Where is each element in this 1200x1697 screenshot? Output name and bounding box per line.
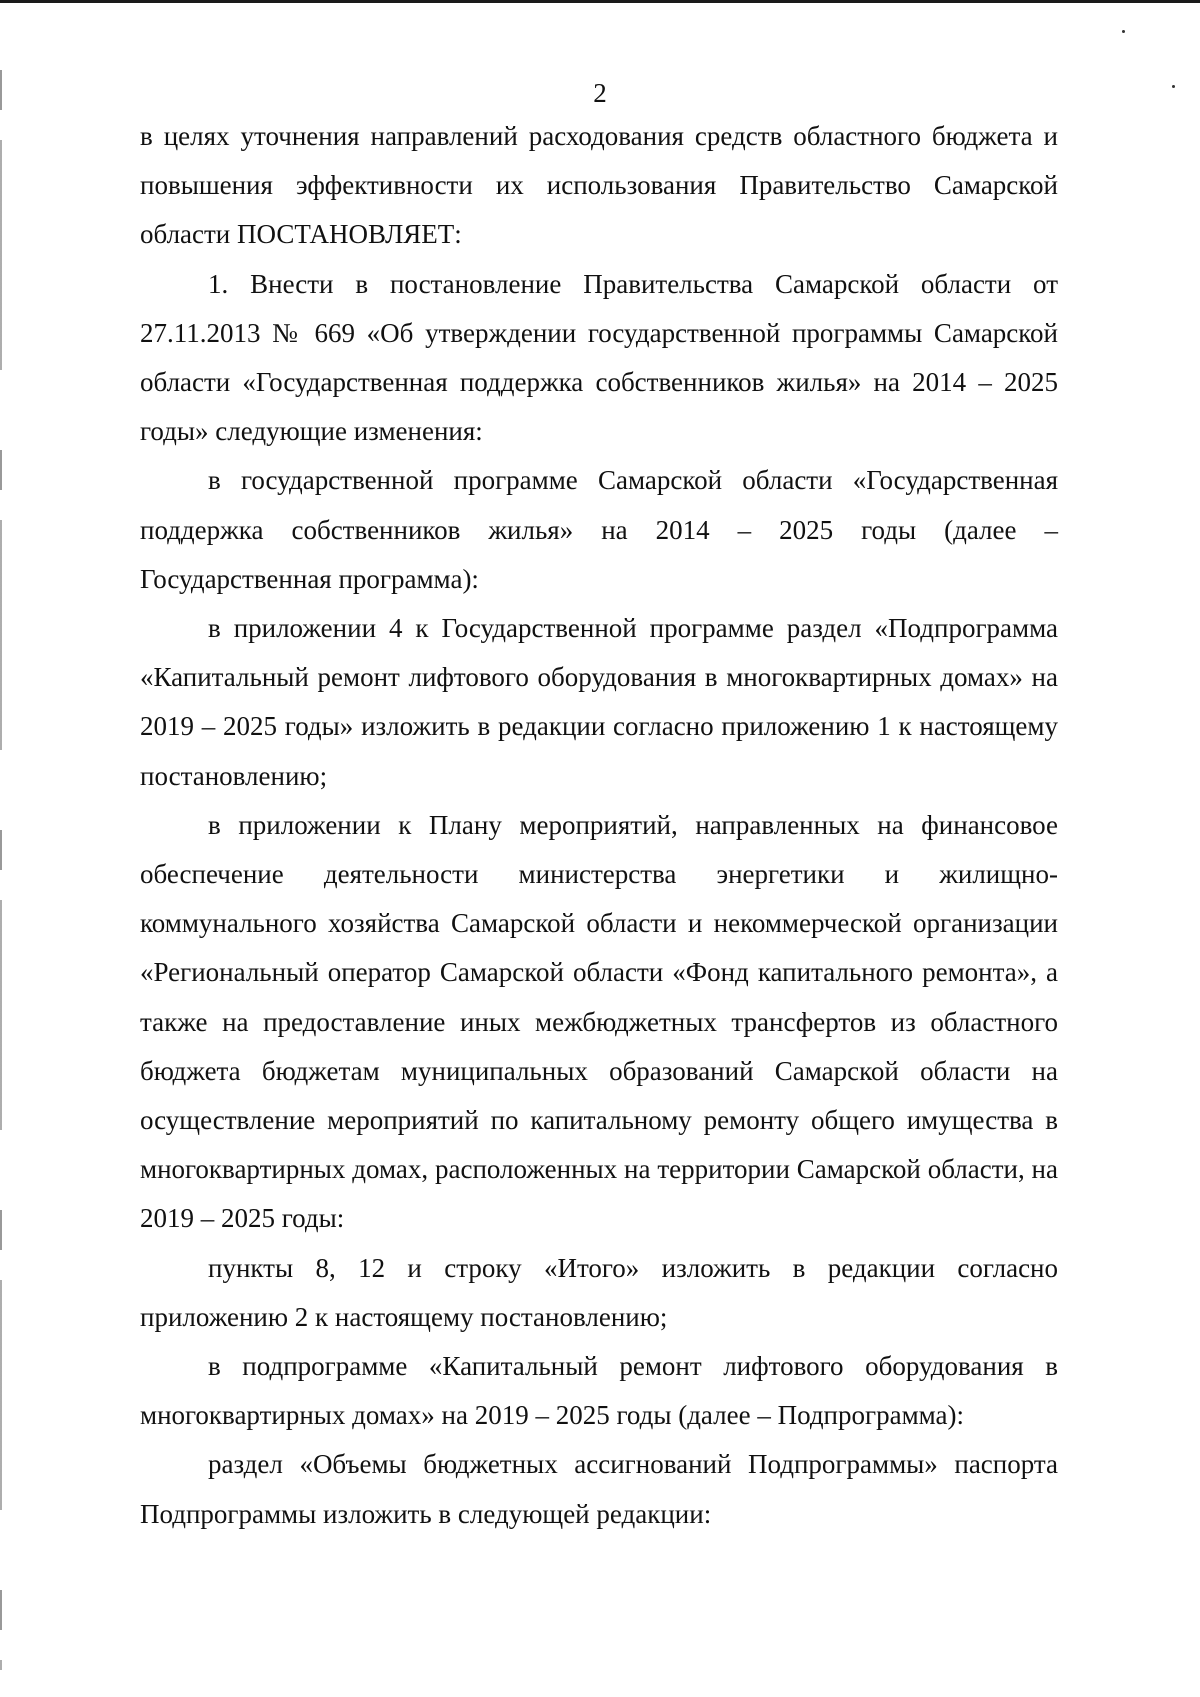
paragraph-clause-1: 1. Внести в постановление Правительства Самарской области от 27.11.2013 № 669 «Об утверждении государственной программы Самарской области «Государственная поддержка собственников жилья» на 2014 – 2025 годы» следующие изменения: xyxy=(140,268,1058,447)
paragraph-preamble: в целях уточнения направлений расходования средств областного бюджета и повышения эффективности их использования Правительство Самарской области ПОСТАНОВЛЯЕТ: xyxy=(140,121,1058,250)
scan-top-edge xyxy=(0,0,1200,3)
scan-left-edge xyxy=(0,70,2,1670)
paragraph-items-8-12: пункты 8, 12 и строку «Итого» изложить в редакции согласно приложению 2 к настоящему постановлению; xyxy=(140,1252,1058,1332)
document-body xyxy=(140,112,1058,1539)
scan-speck xyxy=(1122,30,1125,33)
paragraph-action-plan: в приложении к Плану мероприятий, направленных на финансовое обеспечение деятельности министерства энергетики и жилищно-коммунального хозяйства Самарской области и некоммерческой организации «Региональный оператор Самарской области «Фонд капитального ремонта», а также на предоставление иных межбюджетных трансфертов из областного бюджета бюджетам муниципальных образований Самарской области на осуществление мероприятий по капитальному ремонту общего имущества в многоквартирных домах, расположенных на территории Самарской области, на 2019 – 2025 годы: xyxy=(140,809,1058,1234)
paragraph-budget-section: раздел «Объемы бюджетных ассигнований Подпрограммы» паспорта Подпрограммы изложить в следующей редакции: xyxy=(140,1449,1058,1529)
paragraph-subprogram: в подпрограмме «Капитальный ремонт лифтового оборудования в многоквартирных домах» на 2019 – 2025 годы (далее – Подпрограмма): xyxy=(140,1351,1058,1431)
paragraph-appendix-4: в приложении 4 к Государственной программе раздел «Подпрограмма «Капитальный ремонт лифтового оборудования в многоквартирных домах» на 2019 – 2025 годы» изложить в редакции согласно приложению 1 к настоящему постановлению; xyxy=(140,613,1058,791)
paragraph-state-program: в государственной программе Самарской области «Государственная поддержка собственников жилья» на 2014 – 2025 годы (далее – Государственная программа): xyxy=(140,465,1058,594)
page-number: 2 xyxy=(593,78,607,108)
